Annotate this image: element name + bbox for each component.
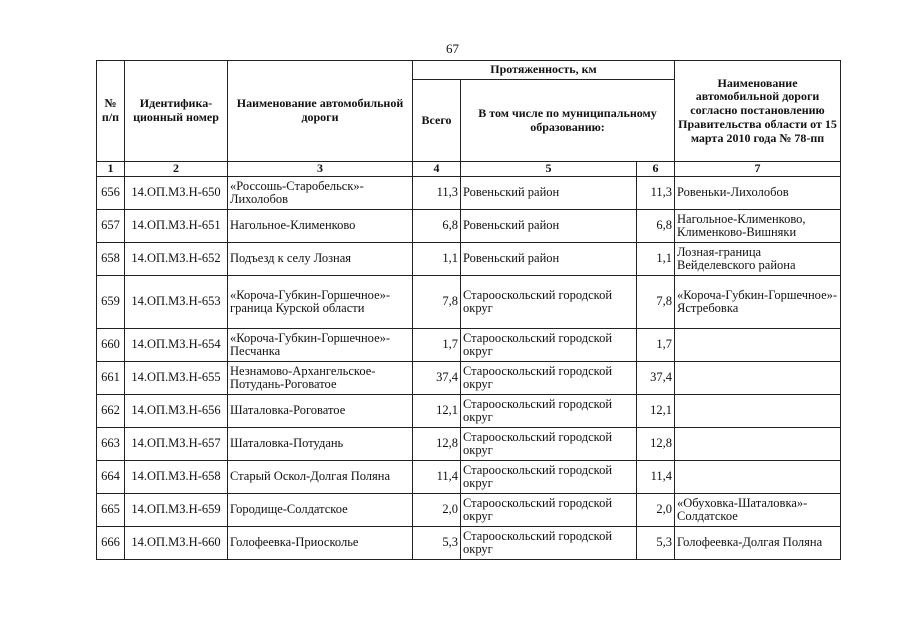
table-row (97, 329, 841, 362)
cell-road-name: Городище-Солдатское (228, 494, 413, 527)
cell-road-name: Незнамово-Архангельское-Потудань-Роговатое (228, 362, 413, 395)
cell-total: 37,4 (413, 362, 461, 395)
cell-num: 658 (97, 243, 125, 276)
column-numbers-row (97, 162, 841, 177)
cell-decree (675, 461, 841, 494)
cell-num: 661 (97, 362, 125, 395)
cell-id: 14.ОП.МЗ.Н-655 (125, 362, 228, 395)
cell-road-name: «Короча-Губкин-Горшечное»-Песчанка (228, 329, 413, 362)
cell-total: 7,8 (413, 276, 461, 329)
cell-id: 14.ОП.МЗ.Н-650 (125, 177, 228, 210)
cell-num: 660 (97, 329, 125, 362)
cell-id: 14.ОП.МЗ.Н-654 (125, 329, 228, 362)
table-row (97, 276, 841, 329)
cell-num: 656 (97, 177, 125, 210)
cell-num: 659 (97, 276, 125, 329)
cell-total: 6,8 (413, 210, 461, 243)
table-row (97, 395, 841, 428)
cell-length: 11,3 (637, 177, 675, 210)
cell-id: 14.ОП.МЗ.Н-656 (125, 395, 228, 428)
cell-length: 6,8 (637, 210, 675, 243)
table-row (97, 428, 841, 461)
cell-district: Старооскольский городской округ (461, 276, 637, 329)
cell-road-name: Нагольное-Клименково (228, 210, 413, 243)
cell-length: 1,7 (637, 329, 675, 362)
header-row-1 (97, 61, 841, 80)
column-number: 4 (413, 162, 461, 177)
cell-road-name: Шаталовка-Потудань (228, 428, 413, 461)
table-row (97, 461, 841, 494)
cell-length: 1,1 (637, 243, 675, 276)
cell-decree: «Короча-Губкин-Горшечное»-Ястребовка (675, 276, 841, 329)
cell-district: Ровеньский район (461, 210, 637, 243)
column-number: 6 (637, 162, 675, 177)
column-number: 7 (675, 162, 841, 177)
cell-district: Ровеньский район (461, 243, 637, 276)
cell-district: Старооскольский городской округ (461, 527, 637, 560)
cell-total: 1,1 (413, 243, 461, 276)
cell-district: Старооскольский городской округ (461, 461, 637, 494)
cell-num: 663 (97, 428, 125, 461)
cell-num: 664 (97, 461, 125, 494)
cell-district: Старооскольский городской округ (461, 428, 637, 461)
cell-id: 14.ОП.МЗ.Н-652 (125, 243, 228, 276)
cell-road-name: «Россошь-Старобельск»-Лихолобов (228, 177, 413, 210)
cell-road-name: Голофеевка-Приосколье (228, 527, 413, 560)
cell-decree (675, 395, 841, 428)
cell-id: 14.ОП.МЗ.Н-657 (125, 428, 228, 461)
cell-decree: Нагольное-Клименково, Клименково-Вишняки (675, 210, 841, 243)
cell-road-name: «Короча-Губкин-Горшечное»-граница Курской области (228, 276, 413, 329)
cell-district: Старооскольский городской округ (461, 494, 637, 527)
table-row (97, 362, 841, 395)
cell-total: 5,3 (413, 527, 461, 560)
cell-total: 11,3 (413, 177, 461, 210)
cell-district: Старооскольский городской округ (461, 329, 637, 362)
cell-road-name: Подъезд к селу Лозная (228, 243, 413, 276)
cell-length: 7,8 (637, 276, 675, 329)
cell-num: 662 (97, 395, 125, 428)
cell-num: 666 (97, 527, 125, 560)
table-row (97, 527, 841, 560)
cell-decree (675, 362, 841, 395)
header-road-name: Наименование автомобильной дороги (228, 61, 413, 162)
column-number: 5 (461, 162, 637, 177)
cell-total: 12,8 (413, 428, 461, 461)
cell-id: 14.ОП.МЗ.Н-651 (125, 210, 228, 243)
cell-total: 2,0 (413, 494, 461, 527)
column-number: 3 (228, 162, 413, 177)
cell-length: 11,4 (637, 461, 675, 494)
cell-id: 14.ОП.МЗ.Н-658 (125, 461, 228, 494)
cell-id: 14.ОП.МЗ.Н-659 (125, 494, 228, 527)
roads-table (96, 60, 841, 560)
header-id: Идентифика-ционный номер (125, 61, 228, 162)
cell-road-name: Шаталовка-Роговатое (228, 395, 413, 428)
cell-id: 14.ОП.МЗ.Н-660 (125, 527, 228, 560)
column-number: 1 (97, 162, 125, 177)
cell-length: 12,1 (637, 395, 675, 428)
header-municipal: В том числе по муниципальному образованию: (461, 80, 675, 162)
header-decree-name: Наименование автомобильной дороги согласно постановлению Правительства области от 15 марта 2010 года № 78-пп (675, 61, 841, 162)
cell-num: 665 (97, 494, 125, 527)
cell-length: 2,0 (637, 494, 675, 527)
cell-num: 657 (97, 210, 125, 243)
cell-decree: Лозная-граница Вейделевского района (675, 243, 841, 276)
header-total: Всего (413, 80, 461, 162)
cell-total: 1,7 (413, 329, 461, 362)
table-row (97, 177, 841, 210)
page-number: 67 (446, 41, 459, 56)
table-body (97, 177, 841, 560)
cell-road-name: Старый Оскол-Долгая Поляна (228, 461, 413, 494)
cell-district: Старооскольский городской округ (461, 395, 637, 428)
cell-decree: Ровеньки-Лихолобов (675, 177, 841, 210)
cell-decree (675, 329, 841, 362)
cell-total: 11,4 (413, 461, 461, 494)
cell-id: 14.ОП.МЗ.Н-653 (125, 276, 228, 329)
cell-length: 12,8 (637, 428, 675, 461)
cell-length: 37,4 (637, 362, 675, 395)
cell-decree: «Обуховка-Шаталовка»-Солдатское (675, 494, 841, 527)
header-num: № п/п (97, 61, 125, 162)
column-number: 2 (125, 162, 228, 177)
cell-total: 12,1 (413, 395, 461, 428)
header-length-group: Протяженность, км (413, 61, 675, 80)
cell-length: 5,3 (637, 527, 675, 560)
cell-district: Старооскольский городской округ (461, 362, 637, 395)
cell-decree: Голофеевка-Долгая Поляна (675, 527, 841, 560)
cell-district: Ровеньский район (461, 177, 637, 210)
table-row (97, 243, 841, 276)
table-row (97, 210, 841, 243)
table-row (97, 494, 841, 527)
cell-decree (675, 428, 841, 461)
